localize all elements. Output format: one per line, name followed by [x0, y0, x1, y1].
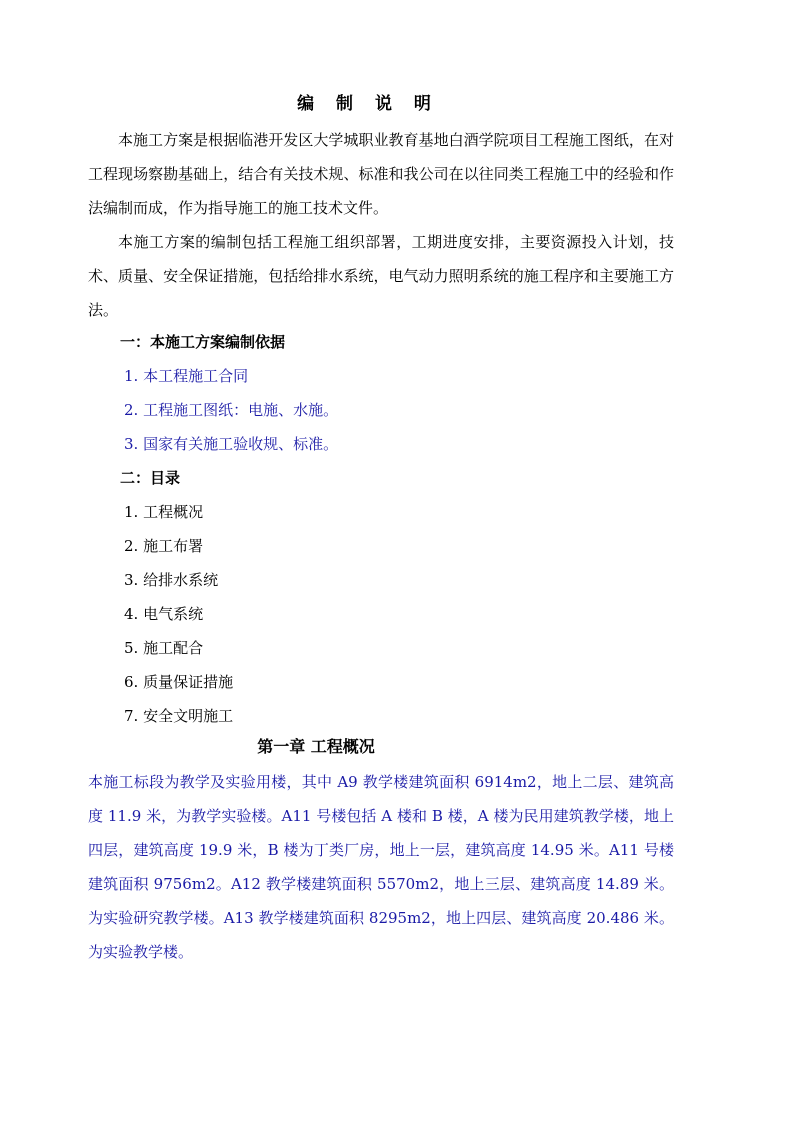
toc-item-5: 5. 施工配合: [124, 639, 204, 657]
basis-item-2: 2. 工程施工图纸：电施、水施。: [124, 401, 339, 419]
basis-item-3: 3. 国家有关施工验收规、标准。: [124, 435, 339, 453]
document-title: 编 制 说 明: [297, 94, 439, 114]
section2-heading: 二：目录: [120, 469, 181, 487]
toc-item-1: 1. 工程概况: [124, 503, 204, 521]
basis-item-1: 1. 本工程施工合同: [124, 367, 249, 385]
toc-item-2: 2. 施工布署: [124, 537, 204, 555]
section1-heading: 一：本施工方案编制依据: [120, 333, 286, 351]
intro-paragraph-1: 本施工方案是根据临港开发区大学城职业教育基地白酒学院项目工程施工图纸，在对工程现场察勘基础上，结合有关技术规、标准和我公司在以往同类工程施工中的经验和作法编制而成，作为指导施工的施工技术文件。: [88, 131, 674, 217]
toc-item-7: 7. 安全文明施工: [124, 707, 234, 725]
toc-item-3: 3. 给排水系统: [124, 571, 219, 589]
intro-paragraph-2: 本施工方案的编制包括工程施工组织部署，工期进度安排，主要资源投入计划，技术、质量、安全保证措施，包括给排水系统，电气动力照明系统的施工程序和主要施工方法。: [88, 233, 674, 319]
toc-item-6: 6. 质量保证措施: [124, 673, 234, 691]
chapter1-overview-paragraph: 本施工标段为教学及实验用楼，其中 A9 教学楼建筑面积 6914m2，地上二层、建筑高度 11.9 米，为教学实验楼。A11 号楼包括 A 楼和 B 楼，A 楼为民用建筑教学楼，地上四层，建筑高度 19.9 米，B 楼为丁类厂房，地上一层，建筑高度 14.95 米。A11 号楼建筑面积 9756m2。A12 教学楼建筑面积 5570m2，地上三层、建筑高度 14.89 米。为实验研究教学楼。A13 教学楼建筑面积 8295m2，地上四层、建筑高度 20.486 米。为实验教学楼。: [88, 773, 674, 961]
toc-item-4: 4. 电气系统: [124, 605, 204, 623]
chapter1-heading: 第一章 工程概况: [257, 737, 375, 756]
